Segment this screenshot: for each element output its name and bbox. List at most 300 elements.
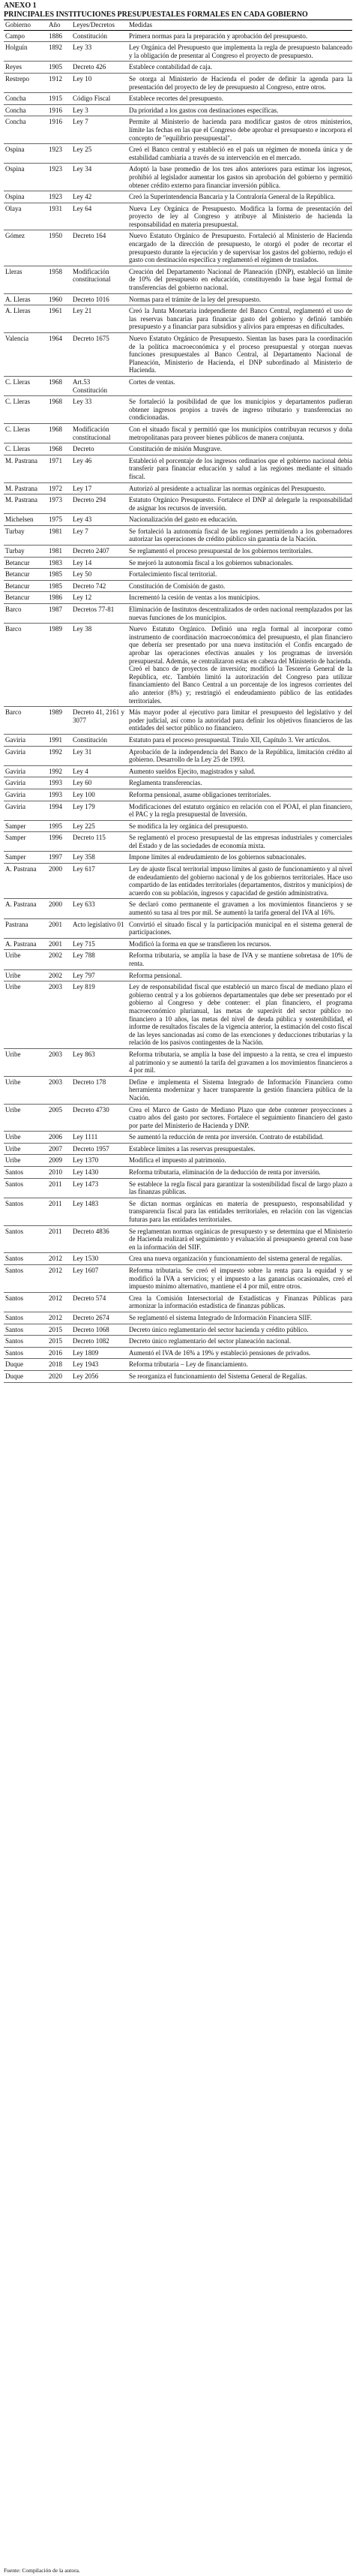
table-row <box>4 1265 352 1293</box>
cell-leyes-decretos: Decreto 2674 <box>71 1312 127 1324</box>
table-row <box>4 557 352 569</box>
cell-leyes-decretos: Decreto 1082 <box>71 1336 127 1348</box>
cell-leyes-decretos: Ley 31 <box>71 746 127 765</box>
cell-ano: 1971 <box>47 455 71 482</box>
cell-gobierno: C. Lleras <box>4 376 47 395</box>
cell-leyes-decretos: Ley 17 <box>71 482 127 494</box>
cell-ano: 1987 <box>47 604 71 624</box>
cell-gobierno: Gaviria <box>4 765 47 777</box>
cell-medidas: Decreto único reglamentario del sector planeación nacional. <box>127 1336 352 1348</box>
cell-ano: 1912 <box>47 73 71 92</box>
table-row <box>4 62 352 74</box>
table-row <box>4 93 352 105</box>
table-row <box>4 789 352 801</box>
cell-gobierno: Santos <box>4 1198 47 1225</box>
cell-medidas: Aumentó el IVA de 16% a 19% y estableció pensiones de privados. <box>127 1347 352 1359</box>
table-row <box>4 1336 352 1348</box>
cell-leyes-decretos: Ley 25 <box>71 144 127 164</box>
cell-medidas: Establece límites a las reservas presupuestales. <box>127 1143 352 1155</box>
cell-gobierno: Santos <box>4 1347 47 1359</box>
cell-medidas: Eliminación de Institutos descentralizados de orden nacional reemplazados por las nuevas funciones de los municipios. <box>127 604 352 624</box>
cell-ano: 2011 <box>47 1225 71 1253</box>
cell-gobierno: Gómez <box>4 230 47 266</box>
cell-gobierno: Gaviria <box>4 777 47 789</box>
cell-ano: 2002 <box>47 950 71 969</box>
cell-leyes-decretos: Ley 34 <box>71 164 127 191</box>
cell-gobierno: Uribe <box>4 1132 47 1144</box>
cell-medidas: Constitución de misión Musgrave. <box>127 443 352 455</box>
table-row <box>4 494 352 514</box>
table-row <box>4 1292 352 1312</box>
cell-medidas: Establece contabilidad de caja. <box>127 62 352 74</box>
table-row <box>4 624 352 707</box>
cell-ano: 2001 <box>47 918 71 938</box>
cell-medidas: Nacionalización del gasto en educación. <box>127 514 352 526</box>
cell-gobierno: Gaviria <box>4 801 47 820</box>
table-row <box>4 1370 352 1382</box>
cell-medidas: Normas para el trámite de la ley del presupuesto. <box>127 293 352 305</box>
cell-medidas: Nuevo Estatuto Orgánico de Presupuesto. Fortaleció al Ministerio de Hacienda encargado de la dirección de presupuesto, le otorgó el poder de recortar el presupuesto durante la ejecución y de supervisar los gastos del gobierno, redujo el gasto con destinación específica y reglamentó el régimen de traslados. <box>127 230 352 266</box>
cell-ano: 2000 <box>47 864 71 899</box>
cell-ano: 1961 <box>47 305 71 333</box>
cell-ano: 1972 <box>47 482 71 494</box>
cell-medidas: Incrementó la cesión de ventas a los municipios. <box>127 592 352 604</box>
cell-medidas: Reglamenta transferencias. <box>127 777 352 789</box>
cell-leyes-decretos: Ley 788 <box>71 950 127 969</box>
cell-leyes-decretos: Decreto 1068 <box>71 1324 127 1336</box>
cell-leyes-decretos: Ley 33 <box>71 42 127 62</box>
cell-gobierno: Concha <box>4 93 47 105</box>
cell-ano: 2012 <box>47 1265 71 1293</box>
cell-medidas: Se aumentó la reducción de renta por inversión. Contrato de estabilidad. <box>127 1132 352 1144</box>
cell-leyes-decretos: Ley 10 <box>71 73 127 92</box>
column-header-gobierno: Gobierno <box>4 20 47 31</box>
cell-medidas: Se fortaleció la autonomía fiscal de las regiones permitiendo a los gobernadores autorizar las operaciones de crédito público sin garantía de la Nación. <box>127 525 352 545</box>
table-row <box>4 1198 352 1225</box>
cell-leyes-decretos: Ley 1530 <box>71 1253 127 1265</box>
cell-ano: 2012 <box>47 1253 71 1265</box>
cell-gobierno: Santos <box>4 1336 47 1348</box>
cell-medidas: Primera normas para la preparación y aprobación del presupuesto. <box>127 30 352 42</box>
cell-ano: 2020 <box>47 1370 71 1382</box>
table-row <box>4 604 352 624</box>
cell-leyes-decretos: Ley 60 <box>71 777 127 789</box>
cell-medidas: Modificó la forma en que se transfieren los recursos. <box>127 938 352 950</box>
cell-medidas: Ley de ajuste fiscal territorial impuso límites al gasto de funcionamiento y al nivel de endeudamiento del gobierno nacional y de los gobiernos territoriales. Hace uso compartido de las entidades territoriales (departamentos, distritos y municipios) de acuerdo con su población, ingresos y capacidad de gestión administrativa. <box>127 864 352 899</box>
cell-ano: 1989 <box>47 707 71 735</box>
cell-gobierno: Santos <box>4 1167 47 1179</box>
table-row <box>4 455 352 482</box>
table-row <box>4 482 352 494</box>
table-row <box>4 899 352 918</box>
cell-medidas: Modifica el impuesto al patrimonio. <box>127 1155 352 1167</box>
cell-leyes-decretos: Decreto 574 <box>71 1292 127 1312</box>
table-row <box>4 707 352 735</box>
cell-gobierno: M. Pastrana <box>4 482 47 494</box>
cell-medidas: Crea una nueva organización y funcionamiento del sistema general de regalías. <box>127 1253 352 1265</box>
table-row <box>4 30 352 42</box>
cell-leyes-decretos: Decretos 77-81 <box>71 604 127 624</box>
cell-medidas: Se declaró como permanente el gravamen a los movimientos financieros y se aumentó su tasa al tres por mil. Se aumentó la tarifa general del IVA al 16%. <box>127 899 352 918</box>
cell-gobierno: Santos <box>4 1225 47 1253</box>
cell-leyes-decretos: Ley 50 <box>71 569 127 581</box>
cell-medidas: Da prioridad a los gastos con destinaciones específicas. <box>127 104 352 116</box>
cell-gobierno: Uribe <box>4 1076 47 1104</box>
cell-ano: 1905 <box>47 62 71 74</box>
cell-leyes-decretos: Ley 863 <box>71 1048 127 1076</box>
cell-gobierno: Uribe <box>4 969 47 981</box>
cell-gobierno: Gaviria <box>4 789 47 801</box>
cell-medidas: Convirtió el situado fiscal y la participación municipal en el sistema general de participaciones. <box>127 918 352 938</box>
cell-ano: 1986 <box>47 592 71 604</box>
cell-medidas: Reforma pensional. <box>127 969 352 981</box>
cell-medidas: Se fortaleció la posibilidad de que los municipios y departamentos pudieran obtener ingresos propios a través de ingreso tributario y transferencias no condicionadas. <box>127 396 352 424</box>
cell-leyes-decretos: Constitución <box>71 734 127 746</box>
table-row <box>4 820 352 832</box>
table-row <box>4 514 352 526</box>
table-row <box>4 938 352 950</box>
cell-ano: 2012 <box>47 1312 71 1324</box>
cell-medidas: Estatuto para el proceso presupuestal. Título XII, Capítulo 3. Ver artículos. <box>127 734 352 746</box>
cell-ano: 1916 <box>47 104 71 116</box>
cell-gobierno: Restrepo <box>4 73 47 92</box>
cell-gobierno: C. Lleras <box>4 423 47 443</box>
cell-ano: 1968 <box>47 396 71 424</box>
cell-gobierno: Santos <box>4 1253 47 1265</box>
cell-leyes-decretos: Modificación constitucional <box>71 266 127 293</box>
cell-medidas: Se reglamentó el sistema Integrado de Información Financiera SIIF. <box>127 1312 352 1324</box>
cell-gobierno: Pastrana <box>4 918 47 938</box>
cell-ano: 2003 <box>47 1048 71 1076</box>
table-row <box>4 396 352 424</box>
table-row <box>4 230 352 266</box>
cell-ano: 1886 <box>47 30 71 42</box>
cell-ano: 1981 <box>47 525 71 545</box>
table-row <box>4 73 352 92</box>
cell-medidas: Aprobación de la independencia del Banco de la República, limitación crédito al gobierno. Desarrollo de la Ley 25 de 1993. <box>127 746 352 765</box>
cell-ano: 1968 <box>47 443 71 455</box>
cell-leyes-decretos: Ley 1607 <box>71 1265 127 1293</box>
table-row <box>4 950 352 969</box>
table-row <box>4 981 352 1049</box>
cell-medidas: Reforma pensional, asume obligaciones territoriales. <box>127 789 352 801</box>
cell-medidas: Se reglamentan normas orgánicas de presupuesto y se determina que el Ministerio de Hacienda realizará el seguimiento y evaluación al presupuesto general con base en la información del SIIF. <box>127 1225 352 1253</box>
table-row <box>4 333 352 377</box>
table-row <box>4 765 352 777</box>
annex-title <box>0 0 356 20</box>
budget-institutions-table <box>4 20 352 1383</box>
table-row <box>4 1132 352 1144</box>
table-row <box>4 42 352 62</box>
cell-leyes-decretos: Decreto 1675 <box>71 333 127 377</box>
cell-ano: 1975 <box>47 514 71 526</box>
table-row <box>4 1155 352 1167</box>
table-row <box>4 104 352 116</box>
cell-ano: 2011 <box>47 1178 71 1198</box>
cell-leyes-decretos: Decreto 41, 2161 y 3077 <box>71 707 127 735</box>
cell-ano: 1973 <box>47 494 71 514</box>
cell-ano: 1968 <box>47 376 71 395</box>
table-row <box>4 592 352 604</box>
cell-leyes-decretos: Ley 21 <box>71 305 127 333</box>
cell-gobierno: M. Pastrana <box>4 455 47 482</box>
cell-medidas: Se mejoró la autonomía fiscal a los gobiernos subnacionales. <box>127 557 352 569</box>
cell-gobierno: Uribe <box>4 981 47 1049</box>
cell-gobierno: Uribe <box>4 1143 47 1155</box>
cell-ano: 2001 <box>47 938 71 950</box>
cell-leyes-decretos: Ley 1483 <box>71 1198 127 1225</box>
cell-gobierno: Concha <box>4 104 47 116</box>
cell-ano: 1985 <box>47 569 71 581</box>
cell-ano: 1992 <box>47 765 71 777</box>
cell-gobierno: Betancur <box>4 580 47 592</box>
cell-leyes-decretos: Decreto 4836 <box>71 1225 127 1253</box>
table-row <box>4 1178 352 1198</box>
cell-gobierno: Betancur <box>4 569 47 581</box>
cell-gobierno: Barco <box>4 624 47 707</box>
cell-medidas: Se establece la regla fiscal para garantizar la sostenibilidad fiscal de largo plazo a las finanzas públicas. <box>127 1178 352 1198</box>
cell-leyes-decretos: Ley 1370 <box>71 1155 127 1167</box>
cell-medidas: Adoptó la base promedio de los tres años anteriores para estimar los ingresos, prohibió al legislador aumentar los gastos sin aprobación del gobierno y permitió obtener crédito externo para financiar inversión pública. <box>127 164 352 191</box>
cell-gobierno: Gaviria <box>4 734 47 746</box>
cell-leyes-decretos: Ley 1809 <box>71 1347 127 1359</box>
cell-gobierno: Betancur <box>4 557 47 569</box>
column-header-medidas: Medidas <box>127 20 352 31</box>
cell-leyes-decretos: Ley 358 <box>71 852 127 864</box>
table-row <box>4 1347 352 1359</box>
cell-leyes-decretos: Decreto 164 <box>71 230 127 266</box>
cell-gobierno: A. Pastrana <box>4 864 47 899</box>
cell-leyes-decretos: Ley 2056 <box>71 1370 127 1382</box>
cell-leyes-decretos: Ley 3 <box>71 104 127 116</box>
cell-medidas: Crea la Comisión Intersectorial de Estadísticas y Finanzas Públicas para armonizar la información estadística de finanzas públicas. <box>127 1292 352 1312</box>
cell-gobierno: Uribe <box>4 950 47 969</box>
cell-medidas: Decreto único reglamentario del sector hacienda y crédito público. <box>127 1324 352 1336</box>
cell-gobierno: Ospina <box>4 144 47 164</box>
cell-leyes-decretos: Modificación constitucional <box>71 423 127 443</box>
cell-ano: 2000 <box>47 899 71 918</box>
table-row <box>4 969 352 981</box>
cell-gobierno: A. Pastrana <box>4 899 47 918</box>
table-row <box>4 777 352 789</box>
cell-ano: 1997 <box>47 852 71 864</box>
cell-ano: 1916 <box>47 116 71 144</box>
cell-ano: 1915 <box>47 93 71 105</box>
cell-medidas: Reforma tributaria – Ley de financiamiento. <box>127 1359 352 1371</box>
cell-gobierno: Duque <box>4 1359 47 1371</box>
cell-ano: 2010 <box>47 1167 71 1179</box>
table-row <box>4 305 352 333</box>
cell-medidas: Nuevo Estatuto Orgánico. Definió una regla formal al incorporar como instrumento de coordinación macroeconómica del presupuesto, el plan financiero que debería ser presentado por una nueva institución el Confis encargado de aprobar las operaciones efectivas anuales y los programas de inversión presupuestal. Además, se centralizaron estas en cabeza del Ministerio de hacienda. Creó el banco de proyectos de inversión; modificó la Tesorería General de la República, etc. También limitó la autorización del Congreso para utilizar financiamiento del Banco Central a un porcentaje de los ingresos corrientes del año anterior (8%) y; restringió el endeudamiento público de las entidades territoriales. <box>127 624 352 707</box>
cell-gobierno: C. Lleras <box>4 396 47 424</box>
cell-gobierno: Santos <box>4 1324 47 1336</box>
cell-leyes-decretos: Ley 100 <box>71 789 127 801</box>
annex-subtitle: PRINCIPALES INSTITUCIONES PRESUPUESTALES FORMALES EN CADA GOBIERNO <box>4 11 308 19</box>
cell-medidas: Reforma tributaria, se amplía la base de IVA y se mantiene sobretasa de 10% de renta. <box>127 950 352 969</box>
cell-medidas: Se dictan normas orgánicas en materia de presupuesto, responsabilidad y transparencia fiscal para las entidades territoriales, en relación con las vigencias futuras para las entidades territoriales. <box>127 1198 352 1225</box>
cell-medidas: Estableció el porcentaje de los ingresos ordinarios que el gobierno nacional debía transferir para financiar educación y salud a las regiones mediante el situado fiscal. <box>127 455 352 482</box>
cell-leyes-decretos: Decreto 4730 <box>71 1104 127 1132</box>
table-row <box>4 443 352 455</box>
cell-medidas: Creó la Junta Monetaria independiente del Banco Central, reglamentó el uso de las reservas bancarias para financiar gasto del gobierno y definió también presupuesto y a financiar para subsidios y alivios para empresas en dificultades. <box>127 305 352 333</box>
table-row <box>4 376 352 395</box>
cell-gobierno: Gaviria <box>4 746 47 765</box>
cell-gobierno: Turbay <box>4 546 47 558</box>
cell-leyes-decretos: Decreto 2407 <box>71 546 127 558</box>
cell-medidas: Autorizó al presidente a actualizar las normas orgánicas del Presupuesto. <box>127 482 352 494</box>
cell-ano: 2012 <box>47 1292 71 1312</box>
cell-leyes-decretos: Ley 179 <box>71 801 127 820</box>
cell-leyes-decretos: Ley 64 <box>71 203 127 230</box>
cell-gobierno: Uribe <box>4 1104 47 1132</box>
cell-ano: 2002 <box>47 969 71 981</box>
cell-leyes-decretos: Decreto 115 <box>71 832 127 852</box>
table-body <box>4 30 352 1382</box>
cell-gobierno: A. Pastrana <box>4 938 47 950</box>
cell-ano: 1994 <box>47 801 71 820</box>
cell-ano: 2006 <box>47 1132 71 1144</box>
table-row <box>4 1225 352 1253</box>
cell-medidas: Nueva Ley Orgánica de Presupuesto. Modifica la forma de presentación del proyecto de ley al Congreso y atribuye al Ministerio de hacienda la responsabilidad en materia presupuestal. <box>127 203 352 230</box>
cell-gobierno: Santos <box>4 1265 47 1293</box>
cell-ano: 1931 <box>47 203 71 230</box>
cell-medidas: Permite al Ministerio de hacienda para modificar gastos de otros ministerios, límite las fechas en las que el Congreso debe aprobar el presupuesto e incorpora el concepto de "equilibrio presupuestal". <box>127 116 352 144</box>
cell-ano: 1993 <box>47 789 71 801</box>
cell-leyes-decretos: Decreto 1957 <box>71 1143 127 1155</box>
table-row <box>4 801 352 820</box>
cell-leyes-decretos: Decreto 742 <box>71 580 127 592</box>
table-row <box>4 1104 352 1132</box>
cell-gobierno: Ospina <box>4 164 47 191</box>
cell-leyes-decretos: Ley 1943 <box>71 1359 127 1371</box>
cell-medidas: Se reorganiza el funcionamiento del Sistema General de Regalías. <box>127 1370 352 1382</box>
cell-ano: 1989 <box>47 624 71 707</box>
table-row <box>4 525 352 545</box>
cell-ano: 1923 <box>47 164 71 191</box>
cell-medidas: Crea el Marco de Gasto de Mediano Plazo que debe contener proyecciones a cuatro años del gasto por sectores. Fortalece el seguimiento financiero del gasto por parte del Ministerio de Hacienda y DNP. <box>127 1104 352 1132</box>
cell-gobierno: Duque <box>4 1370 47 1382</box>
cell-gobierno: Betancur <box>4 592 47 604</box>
table-row <box>4 1253 352 1265</box>
cell-gobierno: Reyes <box>4 62 47 74</box>
cell-medidas: Ley Orgánica del Presupuesto que implementa la regla de presupuesto balanceado y la obligación de presentar al Congreso el proyecto de presupuesto. <box>127 42 352 62</box>
cell-gobierno: Holguín <box>4 42 47 62</box>
cell-medidas: Con el situado fiscal y permitió que los municipios contribuyan recursos y doña metropolitanas para proveer bienes públicos de manera conjunta. <box>127 423 352 443</box>
cell-leyes-decretos: Ley 38 <box>71 624 127 707</box>
cell-leyes-decretos: Ley 633 <box>71 899 127 918</box>
cell-medidas: Se otorga al Ministerio de Hacienda el poder de definir la agenda para la presentación del proyecto de ley de presupuesto al Congreso, entre otros. <box>127 73 352 92</box>
table-row <box>4 546 352 558</box>
cell-gobierno: A. Lleras <box>4 293 47 305</box>
table-row <box>4 734 352 746</box>
cell-ano: 1992 <box>47 746 71 765</box>
cell-gobierno: Barco <box>4 604 47 624</box>
cell-leyes-decretos: Constitución <box>71 30 127 42</box>
cell-gobierno: Valencia <box>4 333 47 377</box>
cell-leyes-decretos: Ley 1430 <box>71 1167 127 1179</box>
table-row <box>4 1359 352 1371</box>
cell-medidas: Se reglamentó el proceso presupuestal de los gobiernos territoriales. <box>127 546 352 558</box>
cell-ano: 1964 <box>47 333 71 377</box>
cell-ano: 1983 <box>47 557 71 569</box>
cell-leyes-decretos: Ley 225 <box>71 820 127 832</box>
cell-gobierno: Ospina <box>4 191 47 203</box>
cell-gobierno: Santos <box>4 1292 47 1312</box>
table-row <box>4 423 352 443</box>
cell-ano: 2003 <box>47 1076 71 1104</box>
cell-medidas: Impone límites al endeudamiento de los gobiernos subnacionales. <box>127 852 352 864</box>
cell-leyes-decretos: Ley 7 <box>71 525 127 545</box>
cell-medidas: Cortes de ventas. <box>127 376 352 395</box>
column-header-ano: Año <box>47 20 71 31</box>
cell-medidas: Se reglamentó el proceso presupuestal de las empresas industriales y comerciales del Estado y de las sociedades de economía mixta. <box>127 832 352 852</box>
table-row <box>4 293 352 305</box>
cell-leyes-decretos: Ley 42 <box>71 191 127 203</box>
table-row <box>4 1167 352 1179</box>
cell-medidas: Modificaciones del estatuto orgánico en relación con el POAI, el plan financiero, el PAC y la regla presupuestal de Inversión. <box>127 801 352 820</box>
cell-gobierno: Campo <box>4 30 47 42</box>
cell-leyes-decretos: Decreto <box>71 443 127 455</box>
cell-medidas: Se modifica la ley orgánica del presupuesto. <box>127 820 352 832</box>
cell-leyes-decretos: Ley 1111 <box>71 1132 127 1144</box>
cell-gobierno: Samper <box>4 820 47 832</box>
cell-leyes-decretos: Ley 715 <box>71 938 127 950</box>
cell-ano: 1923 <box>47 191 71 203</box>
cell-leyes-decretos: Ley 819 <box>71 981 127 1049</box>
cell-leyes-decretos: Decreto 426 <box>71 62 127 74</box>
cell-gobierno: Barco <box>4 707 47 735</box>
table-row <box>4 164 352 191</box>
table-row <box>4 191 352 203</box>
table-row <box>4 864 352 899</box>
cell-medidas: Reforma tributaria, eliminación de la deducción de renta por inversión. <box>127 1167 352 1179</box>
cell-ano: 1960 <box>47 293 71 305</box>
cell-gobierno: Uribe <box>4 1155 47 1167</box>
cell-leyes-decretos: Ley 43 <box>71 514 127 526</box>
cell-medidas: Creación del Departamento Nacional de Planeación (DNP), estableció un límite de 10% del presupuesto en educación, constituyendo la base legal formal de transferencias del gobierno nacional. <box>127 266 352 293</box>
cell-medidas: Aumento sueldos Ejecito, magistrados y salud. <box>127 765 352 777</box>
cell-gobierno: M. Pastrana <box>4 494 47 514</box>
cell-gobierno: Turbay <box>4 525 47 545</box>
cell-ano: 2011 <box>47 1198 71 1225</box>
cell-ano: 1993 <box>47 777 71 789</box>
cell-leyes-decretos: Decreto 1016 <box>71 293 127 305</box>
cell-leyes-decretos: Ley 14 <box>71 557 127 569</box>
cell-ano: 1991 <box>47 734 71 746</box>
cell-leyes-decretos: Ley 4 <box>71 765 127 777</box>
cell-leyes-decretos: Ley 1473 <box>71 1178 127 1198</box>
cell-leyes-decretos: Ley 33 <box>71 396 127 424</box>
cell-ano: 2005 <box>47 1104 71 1132</box>
cell-leyes-decretos: Ley 46 <box>71 455 127 482</box>
table-row <box>4 1143 352 1155</box>
cell-ano: 2018 <box>47 1359 71 1371</box>
cell-ano: 1981 <box>47 546 71 558</box>
cell-medidas: Creó el Banco central y estableció en el país un régimen de moneda única y de estabilidad cambiaria a través de su intervención en el mercado. <box>127 144 352 164</box>
cell-gobierno: A. Lleras <box>4 305 47 333</box>
table-row <box>4 1324 352 1336</box>
table-row <box>4 144 352 164</box>
cell-gobierno: Lleras <box>4 266 47 293</box>
cell-ano: 1892 <box>47 42 71 62</box>
cell-ano: 2007 <box>47 1143 71 1155</box>
cell-medidas: Nuevo Estatuto Orgánico de Presupuesto. Sientan las bases para la coordinación de la política macroeconómica y el proceso presupuestal y otorgan nuevas funciones presupuestales al Banco Central, al Departamento Nacional de Planeación, Ministerio de Hacienda, el DNP subordinado al Ministerio de Hacienda. <box>127 333 352 377</box>
table-row <box>4 580 352 592</box>
table-row <box>4 1312 352 1324</box>
table-row <box>4 852 352 864</box>
cell-medidas: Reforma tributaria, se amplía la base del impuesto a la renta, se crea el impuesto al patrimonio y se aumentó la tarifa del gravamen a los movimientos financieros a 4 por mil. <box>127 1048 352 1076</box>
cell-leyes-decretos: Ley 797 <box>71 969 127 981</box>
